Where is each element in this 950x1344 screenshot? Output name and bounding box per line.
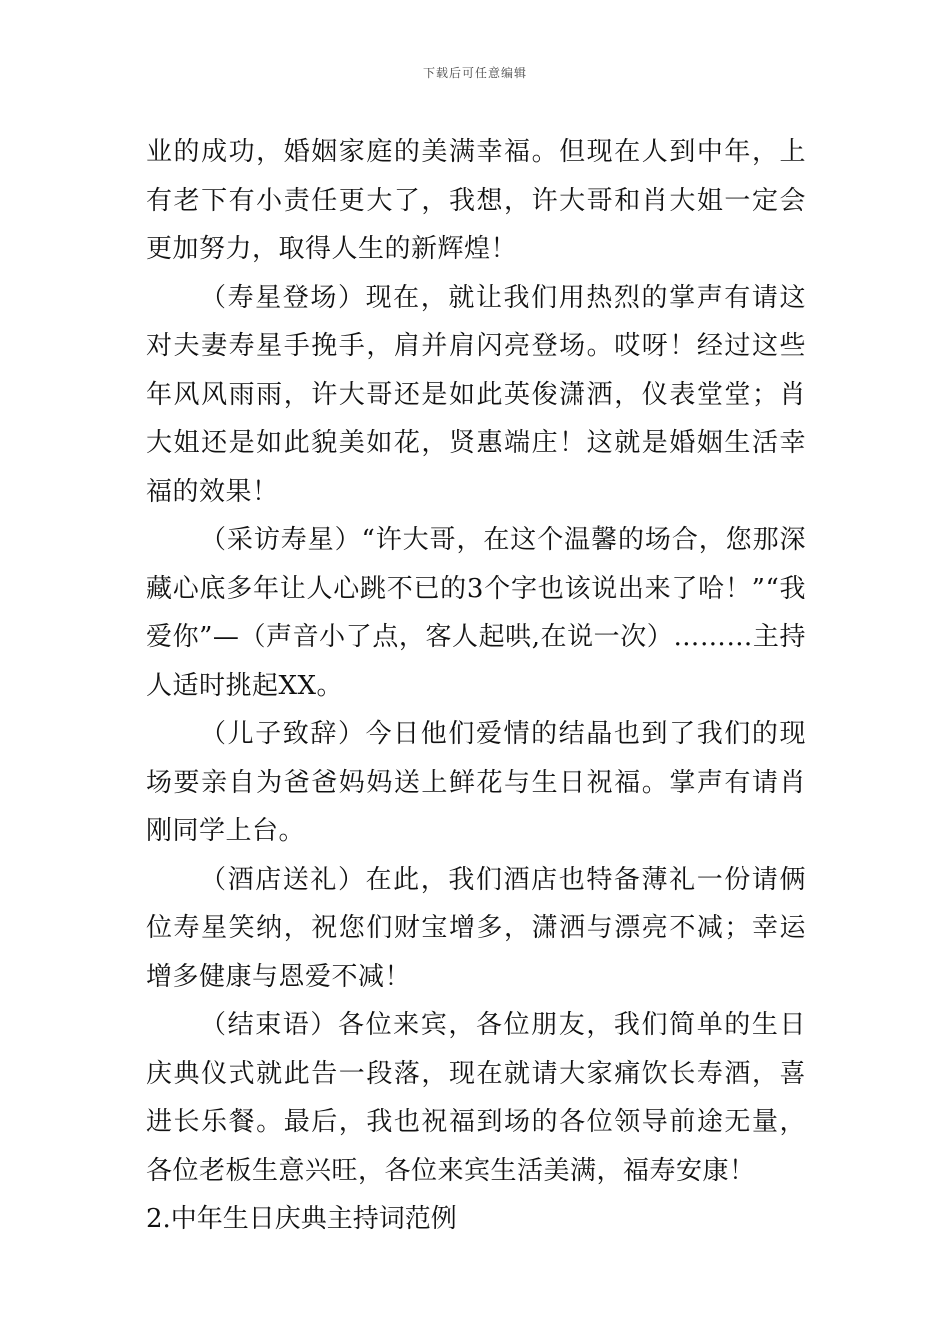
paragraph: 业的成功，婚姻家庭的美满幸福。但现在人到中年，上有老下有小责任更大了，我想，许大哥和肖大姐一定会更加努力，取得人生的新辉煌！ xyxy=(146,137,806,264)
header-note: 下载后可任意编辑 xyxy=(422,66,527,80)
paragraph: （酒店送礼）在此，我们酒店也特备薄礼一份请俩位寿星笑纳，祝您们财宝增多，潇洒与漂亮不减；幸运增多健康与恩爱不减！ xyxy=(146,864,806,992)
paragraph: （结束语）各位来宾，各位朋友，我们简单的生日庆典仪式就此告一段落，现在就请大家痛饮长寿酒，喜进长乐餐。最后，我也祝福到场的各位领导前途无量，各位老板生意兴旺，各位来宾生活美满，福寿安康！ xyxy=(146,1010,806,1186)
document-body xyxy=(146,128,806,1244)
paragraph: （寿星登场）现在，就让我们用热烈的掌声有请这对夫妻寿星手挽手，肩并肩闪亮登场。哎呀！经过这些年风风雨雨，许大哥还是如此英俊潇洒，仪表堂堂；肖大姐还是如此貌美如花，贤惠端庄！这就是婚姻生活幸福的效果！ xyxy=(146,282,806,507)
paragraph: （儿子致辞）今日他们爱情的结晶也到了我们的现场要亲自为爸爸妈妈送上鲜花与生日祝福。掌声有请肖刚同学上台。 xyxy=(146,719,806,846)
section-heading: 2.中年生日庆典主持词范例 xyxy=(146,1204,457,1234)
paragraph: （采访寿星）“许大哥，在这个温馨的场合，您那深藏心底多年让人心跳不已的3个字也该说出来了哈！”“我爱你”—（声音小了点，客人起哄,在说一次）………主持人适时挑起XX。 xyxy=(146,525,806,701)
